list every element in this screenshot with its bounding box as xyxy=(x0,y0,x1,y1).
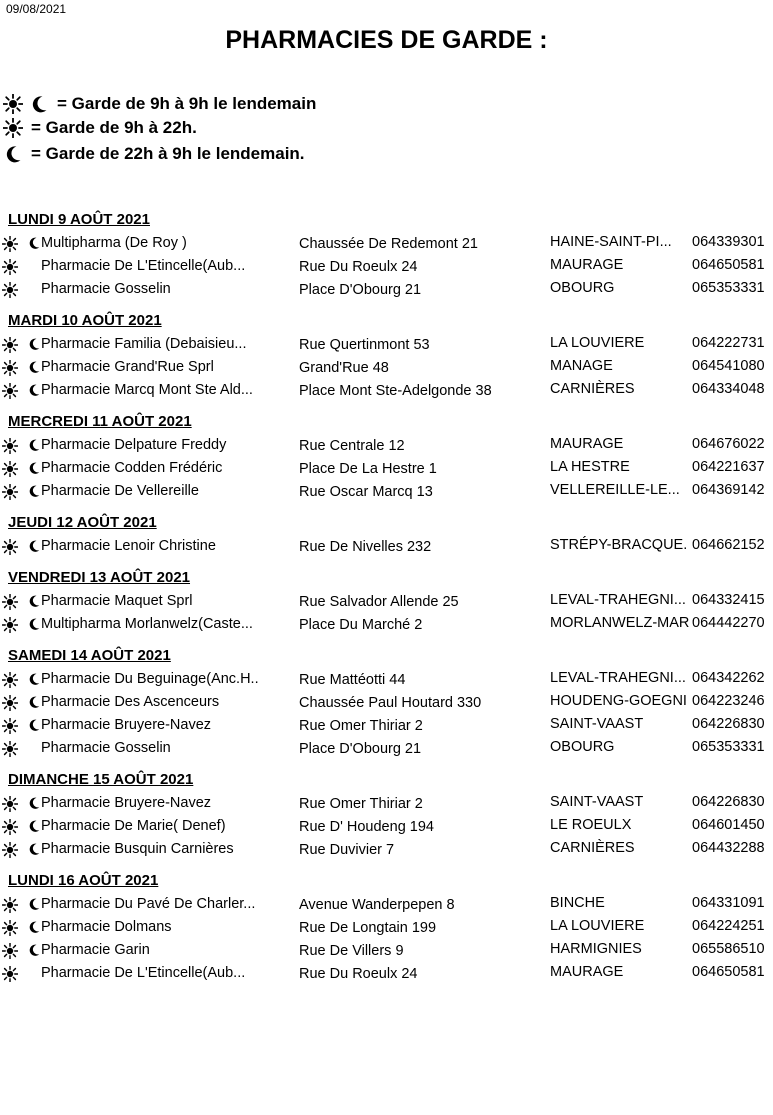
pharmacy-name: Pharmacie De Vellereille xyxy=(41,483,199,499)
pharmacy-city: LE ROEULX xyxy=(550,817,632,833)
pharmacy-row xyxy=(0,692,773,715)
pharmacy-address: Rue Omer Thiriar 2 xyxy=(299,718,423,734)
sun-icon xyxy=(2,539,18,555)
pharmacy-row xyxy=(0,715,773,738)
pharmacy-address: Grand'Rue 48 xyxy=(299,360,389,376)
pharmacy-city: HARMIGNIES xyxy=(550,941,642,957)
sun-icon xyxy=(2,718,18,734)
day-title: MARDI 10 AOÛT 2021 xyxy=(8,312,162,329)
pharmacy-address: Place Du Marché 2 xyxy=(299,617,423,633)
pharmacy-address: Rue Salvador Allende 25 xyxy=(299,594,459,610)
pharmacy-phone: 064650581 xyxy=(692,964,765,980)
pharmacy-row xyxy=(0,963,773,986)
moon-icon xyxy=(27,819,41,833)
pharmacy-name: Pharmacie Familia (Debaisieu... xyxy=(41,336,247,352)
pharmacy-city: MANAGE xyxy=(550,358,613,374)
legend-day xyxy=(3,116,197,140)
pharmacy-phone: 064334048 xyxy=(692,381,765,397)
pharmacy-phone: 064339301 xyxy=(692,234,765,250)
pharmacy-row xyxy=(0,793,773,816)
pharmacy-name: Pharmacie Garin xyxy=(41,942,150,958)
day-title: VENDREDI 13 AOÛT 2021 xyxy=(8,569,191,586)
pharmacy-address: Rue De Longtain 199 xyxy=(299,920,437,936)
pharmacy-city: CARNIÈRES xyxy=(550,381,635,397)
pharmacy-address: Rue Quertinmont 53 xyxy=(299,337,430,353)
pharmacy-name: Pharmacie Delpature Freddy xyxy=(41,437,227,453)
pharmacy-city: STRÉPY-BRACQUE. xyxy=(550,537,688,553)
pharmacy-name: Pharmacie Gosselin xyxy=(41,740,171,756)
pharmacy-phone: 064226830 xyxy=(692,794,765,810)
legend-text: = Garde de 22h à 9h le lendemain. xyxy=(31,144,305,163)
day-section xyxy=(0,642,773,761)
pharmacy-phone: 065586510 xyxy=(692,941,765,957)
moon-icon xyxy=(27,383,41,397)
pharmacy-name: Multipharma (De Roy ) xyxy=(41,235,187,251)
pharmacy-row xyxy=(0,256,773,279)
legend-day-and-night xyxy=(3,92,316,116)
pharmacy-row xyxy=(0,380,773,403)
sun-icon xyxy=(2,438,18,454)
sun-icon xyxy=(2,796,18,812)
legend-text: = Garde de 9h à 9h le lendemain xyxy=(57,94,317,113)
pharmacy-name: Pharmacie Du Beguinage(Anc.H.. xyxy=(41,671,259,687)
sun-icon xyxy=(2,594,18,610)
pharmacy-row xyxy=(0,917,773,940)
sun-icon xyxy=(2,461,18,477)
sun-icon xyxy=(2,484,18,500)
pharmacy-phone: 064226830 xyxy=(692,716,765,732)
pharmacy-phone: 064331091 xyxy=(692,895,765,911)
moon-icon xyxy=(27,594,41,608)
day-section xyxy=(0,408,773,504)
sun-icon xyxy=(2,259,18,275)
pharmacy-name: Pharmacie De Marie( Denef) xyxy=(41,818,226,834)
pharmacy-name: Pharmacie Lenoir Christine xyxy=(41,538,216,554)
pharmacy-phone: 064369142 xyxy=(692,482,765,498)
pharmacy-city: VELLEREILLE-LE... xyxy=(550,482,680,498)
moon-icon xyxy=(3,144,23,164)
sun-icon xyxy=(3,118,23,138)
pharmacy-address: Rue Duvivier 7 xyxy=(299,842,395,858)
sun-icon xyxy=(3,94,23,114)
day-title: LUNDI 16 AOÛT 2021 xyxy=(8,872,159,889)
day-section xyxy=(0,206,773,302)
pharmacy-phone: 064342262 xyxy=(692,670,765,686)
moon-icon xyxy=(27,360,41,374)
moon-icon xyxy=(27,695,41,709)
pharmacy-city: SAINT-VAAST xyxy=(550,794,644,810)
pharmacy-address: Rue Oscar Marcq 13 xyxy=(299,484,433,500)
sun-icon xyxy=(2,672,18,688)
schedule-list xyxy=(0,206,773,986)
pharmacy-city: LEVAL-TRAHEGNI... xyxy=(550,670,686,686)
pharmacy-address: Avenue Wanderpepen 8 xyxy=(299,897,455,913)
pharmacy-name: Pharmacie Maquet Sprl xyxy=(41,593,193,609)
pharmacy-address: Place Mont Ste-Adelgonde 38 xyxy=(299,383,492,399)
pharmacy-phone: 064223246 xyxy=(692,693,765,709)
pharmacy-name: Pharmacie Dolmans xyxy=(41,919,172,935)
legend-text: = Garde de 9h à 22h. xyxy=(31,118,197,137)
sun-icon xyxy=(2,695,18,711)
sun-icon xyxy=(2,741,18,757)
sun-icon xyxy=(2,360,18,376)
pharmacy-phone: 064332415 xyxy=(692,592,765,608)
pharmacy-city: MAURAGE xyxy=(550,257,624,273)
sun-icon xyxy=(2,966,18,982)
pharmacy-name: Pharmacie Du Pavé De Charler... xyxy=(41,896,256,912)
pharmacy-row xyxy=(0,435,773,458)
sun-icon xyxy=(2,920,18,936)
moon-icon xyxy=(27,617,41,631)
pharmacy-name: Pharmacie Busquin Carnières xyxy=(41,841,234,857)
pharmacy-name: Pharmacie De L'Etincelle(Aub... xyxy=(41,258,246,274)
pharmacy-row xyxy=(0,536,773,559)
page-title: PHARMACIES DE GARDE : xyxy=(225,26,548,54)
moon-icon xyxy=(27,236,41,250)
pharmacy-address: Rue De Nivelles 232 xyxy=(299,539,432,555)
pharmacy-city: MAURAGE xyxy=(550,436,624,452)
pharmacy-city: CARNIÈRES xyxy=(550,840,635,856)
day-section xyxy=(0,564,773,637)
pharmacy-city: LA HESTRE xyxy=(550,459,630,475)
sun-icon xyxy=(2,897,18,913)
pharmacy-name: Pharmacie Bruyere-Navez xyxy=(41,795,212,811)
pharmacy-phone: 064601450 xyxy=(692,817,765,833)
pharmacy-row xyxy=(0,940,773,963)
pharmacy-address: Rue Centrale 12 xyxy=(299,438,405,454)
pharmacy-phone: 064222731 xyxy=(692,335,765,351)
pharmacy-phone: 065353331 xyxy=(692,280,765,296)
moon-icon xyxy=(27,484,41,498)
day-section xyxy=(0,766,773,862)
pharmacy-name: Pharmacie De L'Etincelle(Aub... xyxy=(41,965,246,981)
pharmacy-city: OBOURG xyxy=(550,280,615,296)
moon-icon xyxy=(27,943,41,957)
moon-icon xyxy=(27,897,41,911)
pharmacy-city: OBOURG xyxy=(550,739,615,755)
pharmacy-phone: 064224251 xyxy=(692,918,765,934)
pharmacy-row xyxy=(0,279,773,302)
moon-icon xyxy=(27,337,41,351)
pharmacy-row xyxy=(0,357,773,380)
pharmacy-name: Multipharma Morlanwelz(Caste... xyxy=(41,616,253,632)
day-section xyxy=(0,867,773,986)
pharmacy-city: HAINE-SAINT-PI... xyxy=(550,234,672,250)
pharmacy-phone: 065353331 xyxy=(692,739,765,755)
pharmacy-row xyxy=(0,738,773,761)
pharmacy-address: Chaussée Paul Houtard 330 xyxy=(299,695,482,711)
pharmacy-city: LA LOUVIERE xyxy=(550,335,645,351)
pharmacy-address: Rue Mattéotti 44 xyxy=(299,672,406,688)
pharmacy-row xyxy=(0,839,773,862)
pharmacy-row xyxy=(0,591,773,614)
moon-icon xyxy=(29,94,49,114)
day-title: LUNDI 9 AOÛT 2021 xyxy=(8,211,150,228)
pharmacy-city: HOUDENG-GOEGNI xyxy=(550,693,687,709)
pharmacy-address: Place De La Hestre 1 xyxy=(299,461,437,477)
print-date: 09/08/2021 xyxy=(6,2,67,16)
pharmacy-address: Chaussée De Redemont 21 xyxy=(299,236,478,252)
pharmacy-name: Pharmacie Bruyere-Navez xyxy=(41,717,212,733)
sun-icon xyxy=(2,819,18,835)
pharmacy-name: Pharmacie Gosselin xyxy=(41,281,171,297)
pharmacy-phone: 064650581 xyxy=(692,257,765,273)
pharmacy-address: Rue Du Roeulx 24 xyxy=(299,966,418,982)
day-title: JEUDI 12 AOÛT 2021 xyxy=(8,514,157,531)
day-section xyxy=(0,509,773,559)
pharmacy-row xyxy=(0,614,773,637)
sun-icon xyxy=(2,337,18,353)
pharmacy-city: LA LOUVIERE xyxy=(550,918,645,934)
pharmacy-row xyxy=(0,481,773,504)
pharmacy-city: LEVAL-TRAHEGNI... xyxy=(550,592,686,608)
pharmacy-city: SAINT-VAAST xyxy=(550,716,644,732)
pharmacy-name: Pharmacie Des Ascenceurs xyxy=(41,694,220,710)
pharmacy-city: MAURAGE xyxy=(550,964,624,980)
moon-icon xyxy=(27,796,41,810)
pharmacy-address: Rue Omer Thiriar 2 xyxy=(299,796,423,812)
pharmacy-row xyxy=(0,334,773,357)
pharmacy-row xyxy=(0,458,773,481)
day-title: DIMANCHE 15 AOÛT 2021 xyxy=(8,771,194,788)
sun-icon xyxy=(2,943,18,959)
pharmacy-phone: 064221637 xyxy=(692,459,765,475)
pharmacy-name: Pharmacie Grand'Rue Sprl xyxy=(41,359,214,375)
pharmacy-phone: 064662152 xyxy=(692,537,765,553)
legend-night xyxy=(3,142,305,166)
pharmacy-row xyxy=(0,816,773,839)
pharmacy-phone: 064432288 xyxy=(692,840,765,856)
moon-icon xyxy=(27,672,41,686)
pharmacy-address: Rue Du Roeulx 24 xyxy=(299,259,418,275)
pharmacy-phone: 064442270 xyxy=(692,615,765,631)
pharmacy-address: Rue De Villers 9 xyxy=(299,943,404,959)
sun-icon xyxy=(2,617,18,633)
pharmacy-name: Pharmacie Marcq Mont Ste Ald... xyxy=(41,382,253,398)
pharmacy-row xyxy=(0,669,773,692)
sun-icon xyxy=(2,383,18,399)
day-title: SAMEDI 14 AOÛT 2021 xyxy=(8,647,171,664)
moon-icon xyxy=(27,920,41,934)
pharmacy-address: Place D'Obourg 21 xyxy=(299,741,422,757)
moon-icon xyxy=(27,718,41,732)
pharmacy-row xyxy=(0,894,773,917)
sun-icon xyxy=(2,282,18,298)
moon-icon xyxy=(27,438,41,452)
pharmacy-city: MORLANWELZ-MAR xyxy=(550,615,690,631)
moon-icon xyxy=(27,842,41,856)
pharmacy-phone: 064541080 xyxy=(692,358,765,374)
pharmacy-row xyxy=(0,233,773,256)
pharmacy-address: Place D'Obourg 21 xyxy=(299,282,422,298)
day-title: MERCREDI 11 AOÛT 2021 xyxy=(8,413,192,430)
pharmacy-address: Rue D' Houdeng 194 xyxy=(299,819,434,835)
moon-icon xyxy=(27,539,41,553)
day-section xyxy=(0,307,773,403)
sun-icon xyxy=(2,842,18,858)
sun-icon xyxy=(2,236,18,252)
moon-icon xyxy=(27,461,41,475)
pharmacy-phone: 064676022 xyxy=(692,436,765,452)
pharmacy-name: Pharmacie Codden Frédéric xyxy=(41,460,223,476)
pharmacy-city: BINCHE xyxy=(550,895,605,911)
